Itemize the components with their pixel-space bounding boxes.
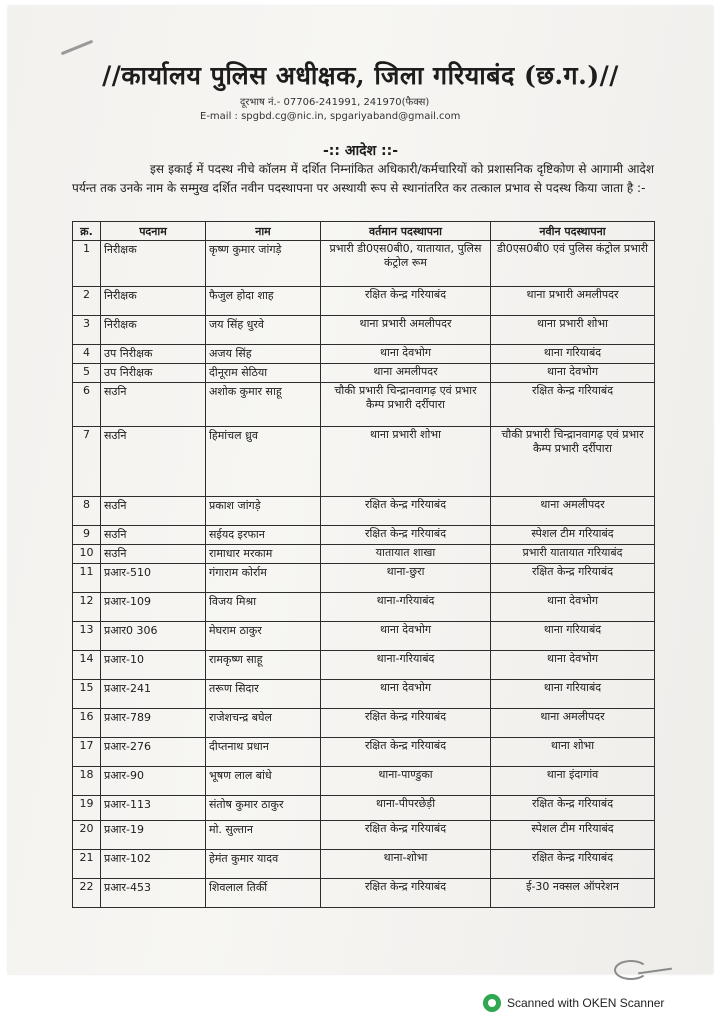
table-row bbox=[73, 680, 655, 709]
row-serial: 19 bbox=[73, 796, 101, 821]
order-body-text: इस इकाई में पदस्थ नीचे कॉलम में दर्शित निम्नांकित अधिकारी/कर्मचारियों को प्रशासनिक दृष्टिकोण से आगामी आदेश पर्यन्त तक उनके नाम के सम्मुख दर्शित नवीन पदस्थापना पर अस्थायी रूप से स्थानांतरित कर तत्काल प्रभाव से पदस्थ किया जाता है :- bbox=[72, 162, 654, 195]
row-current-posting: थाना-गरियाबंद bbox=[321, 651, 491, 680]
row-rank: निरीक्षक bbox=[101, 287, 206, 316]
row-serial: 4 bbox=[73, 345, 101, 364]
row-name: गंगाराम कोर्राम bbox=[206, 564, 321, 593]
table-row bbox=[73, 564, 655, 593]
row-name: मो. सुल्तान bbox=[206, 821, 321, 850]
table-row bbox=[73, 316, 655, 345]
row-name: रामाधार मरकाम bbox=[206, 545, 321, 564]
row-new-posting: थाना गरियाबंद bbox=[491, 345, 655, 364]
row-serial: 9 bbox=[73, 526, 101, 545]
row-current-posting: थाना-पाण्डुका bbox=[321, 767, 491, 796]
row-name: फैजुल होदा शाह bbox=[206, 287, 321, 316]
row-serial: 12 bbox=[73, 593, 101, 622]
row-rank: प्रआर-276 bbox=[101, 738, 206, 767]
row-name: शिवलाल तिर्की bbox=[206, 879, 321, 908]
row-new-posting: ई-30 नक्सल ऑपरेशन bbox=[491, 879, 655, 908]
header-name: नाम bbox=[206, 222, 321, 241]
table-row bbox=[73, 593, 655, 622]
row-new-posting: रक्षित केन्द्र गरियाबंद bbox=[491, 796, 655, 821]
row-current-posting: थाना-पीपरछेड़ी bbox=[321, 796, 491, 821]
row-new-posting: थाना प्रभारी शोभा bbox=[491, 316, 655, 345]
row-rank: प्रआर-113 bbox=[101, 796, 206, 821]
row-name: तरूण सिदार bbox=[206, 680, 321, 709]
transfer-table bbox=[72, 221, 655, 908]
row-current-posting: थाना-छुरा bbox=[321, 564, 491, 593]
row-new-posting: थाना देवभोग bbox=[491, 593, 655, 622]
row-current-posting: रक्षित केन्द्र गरियाबंद bbox=[321, 709, 491, 738]
row-rank: सउनि bbox=[101, 526, 206, 545]
row-name: हिमांचल ध्रुव bbox=[206, 427, 321, 497]
scanner-label: Scanned with OKEN Scanner bbox=[507, 996, 665, 1010]
row-serial: 2 bbox=[73, 287, 101, 316]
row-name: विजय मिश्रा bbox=[206, 593, 321, 622]
row-serial: 11 bbox=[73, 564, 101, 593]
scanner-logo-icon bbox=[483, 994, 501, 1012]
row-name: अजय सिंह bbox=[206, 345, 321, 364]
row-name: जय सिंह धुरवे bbox=[206, 316, 321, 345]
row-new-posting: थाना देवभोग bbox=[491, 651, 655, 680]
row-serial: 16 bbox=[73, 709, 101, 738]
row-new-posting: रक्षित केन्द्र गरियाबंद bbox=[491, 383, 655, 427]
row-new-posting: रक्षित केन्द्र गरियाबंद bbox=[491, 564, 655, 593]
row-current-posting: प्रभारी डी0एस0बी0, यातायात, पुलिस कंट्रोल रूम bbox=[321, 241, 491, 287]
row-serial: 15 bbox=[73, 680, 101, 709]
row-rank: प्रआर-109 bbox=[101, 593, 206, 622]
row-name: हेमंत कुमार यादव bbox=[206, 850, 321, 879]
row-rank: उप निरीक्षक bbox=[101, 364, 206, 383]
table-row bbox=[73, 850, 655, 879]
row-current-posting: रक्षित केन्द्र गरियाबंद bbox=[321, 497, 491, 526]
row-rank: सउनि bbox=[101, 383, 206, 427]
row-new-posting: थाना अमलीपदर bbox=[491, 709, 655, 738]
row-serial: 3 bbox=[73, 316, 101, 345]
row-name: प्रकाश जांगड़े bbox=[206, 497, 321, 526]
row-current-posting: थाना अमलीपदर bbox=[321, 364, 491, 383]
row-serial: 13 bbox=[73, 622, 101, 651]
row-new-posting: स्पेशल टीम गरियाबंद bbox=[491, 526, 655, 545]
row-name: राजेशचन्द्र बघेल bbox=[206, 709, 321, 738]
table-row bbox=[73, 345, 655, 364]
row-current-posting: चौकी प्रभारी चिन्द्रानवागढ़ एवं प्रभार कैम्प प्रभारी दर्रीपारा bbox=[321, 383, 491, 427]
row-serial: 20 bbox=[73, 821, 101, 850]
row-name: कृष्ण कुमार जांगड़े bbox=[206, 241, 321, 287]
table-row bbox=[73, 622, 655, 651]
order-title: -:: आदेश ::- bbox=[322, 143, 399, 159]
scanner-watermark bbox=[483, 993, 664, 1013]
row-new-posting: स्पेशल टीम गरियाबंद bbox=[491, 821, 655, 850]
row-current-posting: रक्षित केन्द्र गरियाबंद bbox=[321, 287, 491, 316]
table-header-row bbox=[73, 222, 655, 241]
table-row bbox=[73, 545, 655, 564]
header-new-posting: नवीन पदस्थापना bbox=[491, 222, 655, 241]
row-rank: सउनि bbox=[101, 545, 206, 564]
table-row bbox=[73, 821, 655, 850]
row-current-posting: थाना देवभोग bbox=[321, 345, 491, 364]
table-row bbox=[73, 709, 655, 738]
row-new-posting: थाना अमलीपदर bbox=[491, 497, 655, 526]
table-row bbox=[73, 383, 655, 427]
table-row bbox=[73, 287, 655, 316]
row-serial: 10 bbox=[73, 545, 101, 564]
row-current-posting: थाना देवभोग bbox=[321, 622, 491, 651]
table-row bbox=[73, 879, 655, 908]
email-line: E-mail : spgbd.cg@nic.in, spgariyaband@gmail.com bbox=[200, 111, 461, 122]
row-rank: प्रआर-10 bbox=[101, 651, 206, 680]
row-new-posting: डी0एस0बी0 एवं पुलिस कंट्रोल प्रभारी bbox=[491, 241, 655, 287]
table-row bbox=[73, 767, 655, 796]
row-rank: प्रआर-453 bbox=[101, 879, 206, 908]
pen-mark bbox=[61, 40, 94, 56]
row-name: संतोष कुमार ठाकुर bbox=[206, 796, 321, 821]
row-current-posting: थाना प्रभारी अमलीपदर bbox=[321, 316, 491, 345]
row-current-posting: थाना-गरियाबंद bbox=[321, 593, 491, 622]
row-serial: 22 bbox=[73, 879, 101, 908]
table-row bbox=[73, 526, 655, 545]
table-row bbox=[73, 364, 655, 383]
row-new-posting: थाना गरियाबंद bbox=[491, 680, 655, 709]
row-new-posting: प्रभारी यातायात गरियाबंद bbox=[491, 545, 655, 564]
row-serial: 7 bbox=[73, 427, 101, 497]
row-serial: 6 bbox=[73, 383, 101, 427]
row-rank: प्रआर0 306 bbox=[101, 622, 206, 651]
row-current-posting: रक्षित केन्द्र गरियाबंद bbox=[321, 738, 491, 767]
row-current-posting: थाना प्रभारी शोभा bbox=[321, 427, 491, 497]
row-rank: निरीक्षक bbox=[101, 241, 206, 287]
header-rank: पदनाम bbox=[101, 222, 206, 241]
header-serial: क्र. bbox=[73, 222, 101, 241]
row-current-posting: रक्षित केन्द्र गरियाबंद bbox=[321, 526, 491, 545]
row-new-posting: रक्षित केन्द्र गरियाबंद bbox=[491, 850, 655, 879]
table-row bbox=[73, 738, 655, 767]
row-name: भूषण लाल बांधे bbox=[206, 767, 321, 796]
row-current-posting: रक्षित केन्द्र गरियाबंद bbox=[321, 879, 491, 908]
row-name: दीनूराम सेठिया bbox=[206, 364, 321, 383]
row-serial: 1 bbox=[73, 241, 101, 287]
row-rank: प्रआर-510 bbox=[101, 564, 206, 593]
table-row bbox=[73, 796, 655, 821]
row-serial: 21 bbox=[73, 850, 101, 879]
row-rank: निरीक्षक bbox=[101, 316, 206, 345]
row-new-posting: थाना इंदागांव bbox=[491, 767, 655, 796]
row-rank: उप निरीक्षक bbox=[101, 345, 206, 364]
row-serial: 18 bbox=[73, 767, 101, 796]
row-new-posting: थाना गरियाबंद bbox=[491, 622, 655, 651]
row-new-posting: थाना प्रभारी अमलीपदर bbox=[491, 287, 655, 316]
row-current-posting: थाना-शोभा bbox=[321, 850, 491, 879]
row-current-posting: रक्षित केन्द्र गरियाबंद bbox=[321, 821, 491, 850]
row-serial: 14 bbox=[73, 651, 101, 680]
table-row bbox=[73, 497, 655, 526]
row-serial: 5 bbox=[73, 364, 101, 383]
table-row bbox=[73, 651, 655, 680]
table-row bbox=[73, 241, 655, 287]
row-rank: प्रआर-90 bbox=[101, 767, 206, 796]
row-rank: प्रआर-102 bbox=[101, 850, 206, 879]
row-name: अशोक कुमार साहू bbox=[206, 383, 321, 427]
row-new-posting: थाना देवभोग bbox=[491, 364, 655, 383]
header-current-posting: वर्तमान पदस्थापना bbox=[321, 222, 491, 241]
phone-line: दूरभाष नं.- 07706-241991, 241970(फैक्स) bbox=[240, 97, 430, 108]
table-row bbox=[73, 427, 655, 497]
row-rank: प्रआर-241 bbox=[101, 680, 206, 709]
row-name: सईयद इरफान bbox=[206, 526, 321, 545]
row-serial: 17 bbox=[73, 738, 101, 767]
row-rank: सउनि bbox=[101, 427, 206, 497]
row-new-posting: थाना शोभा bbox=[491, 738, 655, 767]
row-rank: प्रआर-789 bbox=[101, 709, 206, 738]
row-serial: 8 bbox=[73, 497, 101, 526]
row-rank: सउनि bbox=[101, 497, 206, 526]
signature-mark bbox=[614, 960, 648, 980]
row-name: दीप्तनाथ प्रधान bbox=[206, 738, 321, 767]
office-letterhead-title: //कार्यालय पुलिस अधीक्षक, जिला गरियाबंद (छ.ग.)// bbox=[102, 61, 619, 90]
row-name: मेघराम ठाकुर bbox=[206, 622, 321, 651]
row-current-posting: थाना देवभोग bbox=[321, 680, 491, 709]
table-body bbox=[73, 241, 655, 908]
row-rank: प्रआर-19 bbox=[101, 821, 206, 850]
row-new-posting: चौकी प्रभारी चिन्द्रानवागढ़ एवं प्रभार कैम्प प्रभारी दर्रीपारा bbox=[491, 427, 655, 497]
row-current-posting: यातायात शाखा bbox=[321, 545, 491, 564]
row-name: रामकृष्ण साहू bbox=[206, 651, 321, 680]
